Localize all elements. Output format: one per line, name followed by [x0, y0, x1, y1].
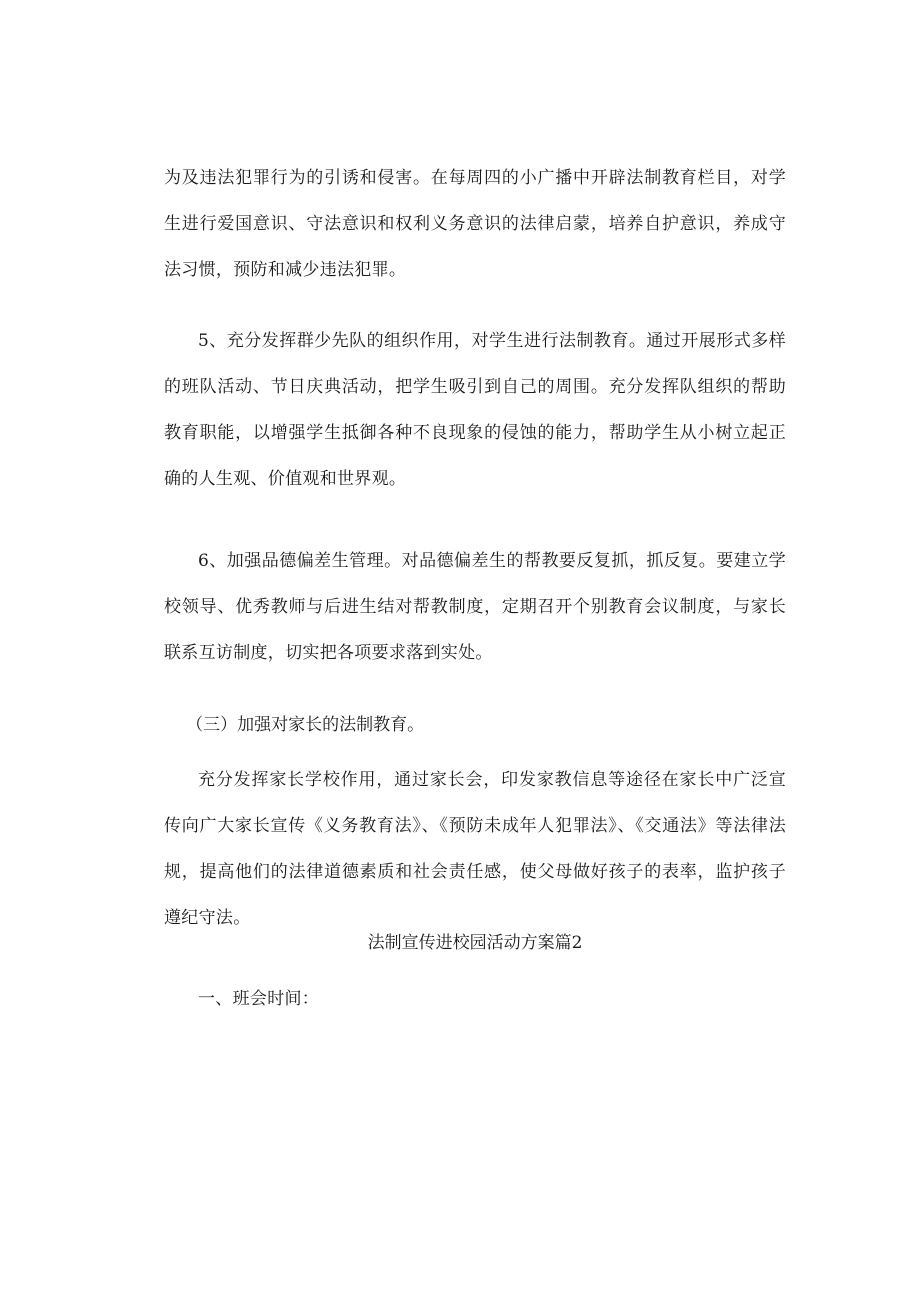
paragraph-item-5: 5、充分发挥群少先队的组织作用，对学生进行法制教育。通过开展形式多样的班队活动、节日庆典活动，把学生吸引到自己的周围。充分发挥队组织的帮助教育职能，以增强学生抵御各种不良现象的侵蚀的能力，帮助学生从小树立起正确的人生观、价值观和世界观。 [164, 331, 786, 489]
section-title: 法制宣传进校园活动方案篇2 [367, 933, 583, 953]
section-heading-3: （三）加强对家长的法制教育。 [186, 715, 425, 735]
paragraph-item-6: 6、加强品德偏差生管理。对品德偏差生的帮教要反复抓，抓反复。要建立学校领导、优秀教师与后进生结对帮教制度，定期召开个别教育会议制度，与家长联系互访制度，切实把各项要求落到实处。 [164, 551, 786, 663]
paragraph-parent-education: 充分发挥家长学校作用，通过家长会，印发家教信息等途径在家长中广泛宣传向广大家长宣传《义务教育法》、《预防未成年人犯罪法》、《交通法》等法律法规，提高他们的法律道德素质和社会责任感，使父母做好孩子的表率，监护孩子遵纪守法。 [164, 770, 786, 928]
paragraph-intro-continuation: 为及违法犯罪行为的引诱和侵害。在每周四的小广播中开辟法制教育栏目，对学生进行爱国意识、守法意识和权利义务意识的法律启蒙，培养自护意识，养成守法习惯，预防和减少违法犯罪。 [164, 168, 786, 280]
section-item-meeting-time: 一、班会时间： [198, 989, 320, 1009]
